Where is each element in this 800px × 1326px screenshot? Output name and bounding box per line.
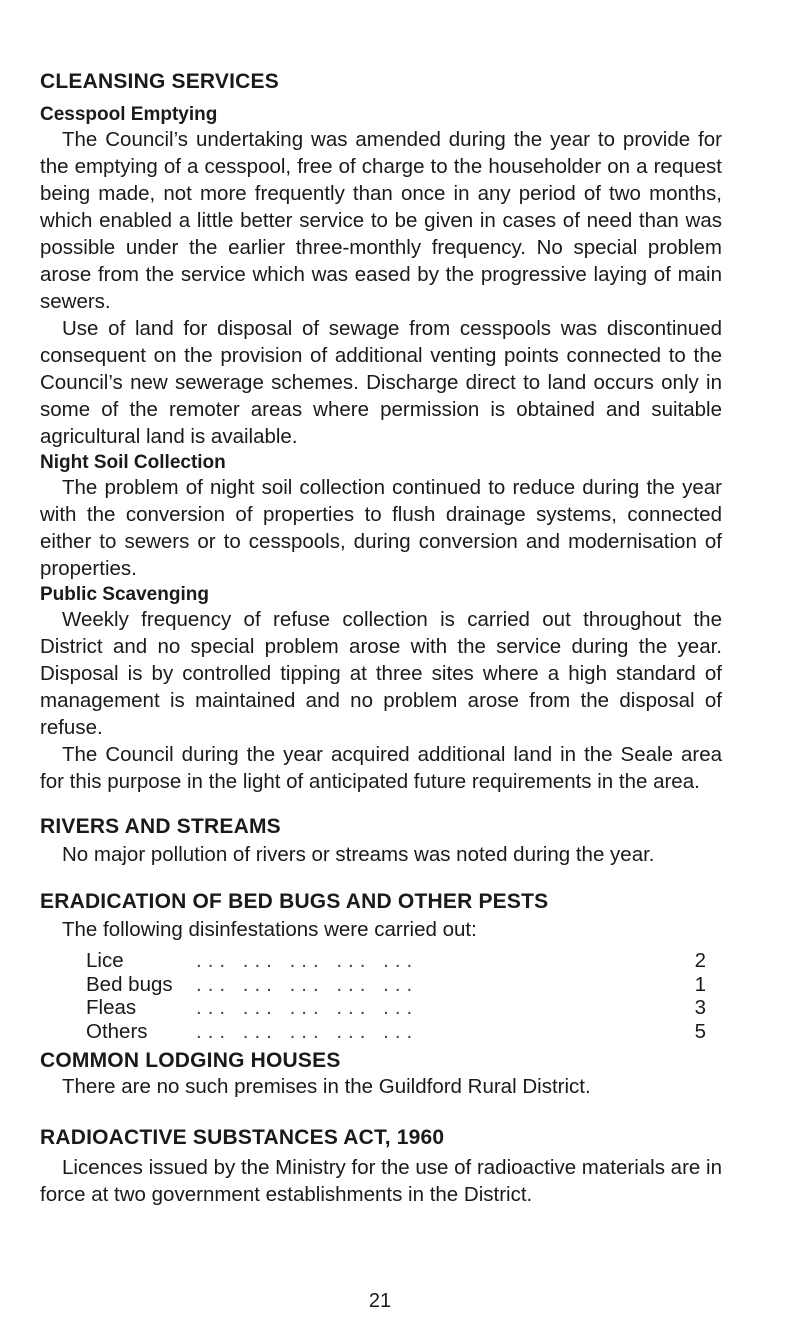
lodging-houses-heading: COMMON LODGING HOUSES	[40, 1049, 341, 1072]
table-row	[86, 949, 706, 973]
pest-name: Bed bugs	[86, 972, 173, 996]
public-scavenging-heading: Public Scavenging	[40, 584, 209, 605]
pest-count: 2	[694, 949, 706, 972]
pest-count: 3	[694, 996, 706, 1019]
pest-name: Lice	[86, 949, 124, 972]
night-soil-heading: Night Soil Collection	[40, 452, 226, 473]
leader-dots: ... ... ... ... ...	[196, 949, 419, 972]
pest-count: 1	[694, 972, 706, 996]
cesspool-heading: Cesspool Emptying	[40, 104, 218, 125]
scavenging-paragraph-2: The Council during the year acquired additional land in the Seale area for this purpose in the light of anticipated future requirements in the area.	[40, 743, 722, 793]
lodging-paragraph: There are no such premises in the Guildford Rural District.	[62, 1075, 591, 1098]
table-row	[86, 1020, 706, 1044]
rivers-heading: RIVERS AND STREAMS	[40, 815, 281, 838]
pests-heading: ERADICATION OF BED BUGS AND OTHER PESTS	[40, 890, 549, 913]
pests-intro: The following disinfestations were carried out:	[62, 918, 477, 941]
leader-dots: ... ... ... ... ...	[196, 996, 419, 1019]
pest-count: 5	[694, 1019, 706, 1043]
cesspool-paragraph-1: The Council’s undertaking was amended during the year to provide for the emptying of a cesspool, free of charge to the householder on a request being made, not more frequently than once in any period of two months, which enabled a little better service to be given in cases of need than was possible under the earlier three-monthly frequency. No special problem arose from the service which was eased by the progressive laying of main sewers.	[40, 128, 722, 313]
leader-dots: ... ... ... ... ...	[196, 972, 419, 996]
pest-name: Fleas	[86, 996, 137, 1019]
cleansing-heading: CLEANSING SERVICES	[40, 70, 279, 93]
scavenging-paragraph-1: Weekly frequency of refuse collection is carried out throughout the District and no special problem arose with the service during the year. Disposal is by controlled tipping at three sites where a high standard of management is maintained and no problem arose from the disposal of refuse.	[40, 608, 722, 739]
page-number: 21	[368, 1290, 392, 1312]
document-page	[40, 70, 722, 1208]
table-row	[86, 973, 706, 997]
leader-dots: ... ... ... ... ...	[196, 1019, 419, 1043]
rivers-paragraph: No major pollution of rivers or streams was noted during the year.	[62, 843, 655, 866]
radioactive-paragraph: Licences issued by the Ministry for the use of radioactive materials are in force at two government establishments in the District.	[40, 1156, 722, 1206]
radioactive-heading: RADIOACTIVE SUBSTANCES ACT, 1960	[40, 1126, 445, 1149]
table-row	[86, 996, 706, 1020]
disinfestations-table	[86, 949, 706, 1043]
cesspool-paragraph-2: Use of land for disposal of sewage from cesspools was discontinued consequent on the provision of additional venting points connected to the Council’s new sewerage schemes. Discharge direct to land occurs only in some of the remoter areas where permission is obtained and suitable agricultural land is available.	[40, 317, 722, 448]
night-soil-paragraph: The problem of night soil collection continued to reduce during the year with the conversion of properties to flush drainage systems, connected either to sewers or to cesspools, during conversion and modernisation of properties.	[40, 476, 722, 580]
pest-name: Others	[86, 1019, 148, 1043]
